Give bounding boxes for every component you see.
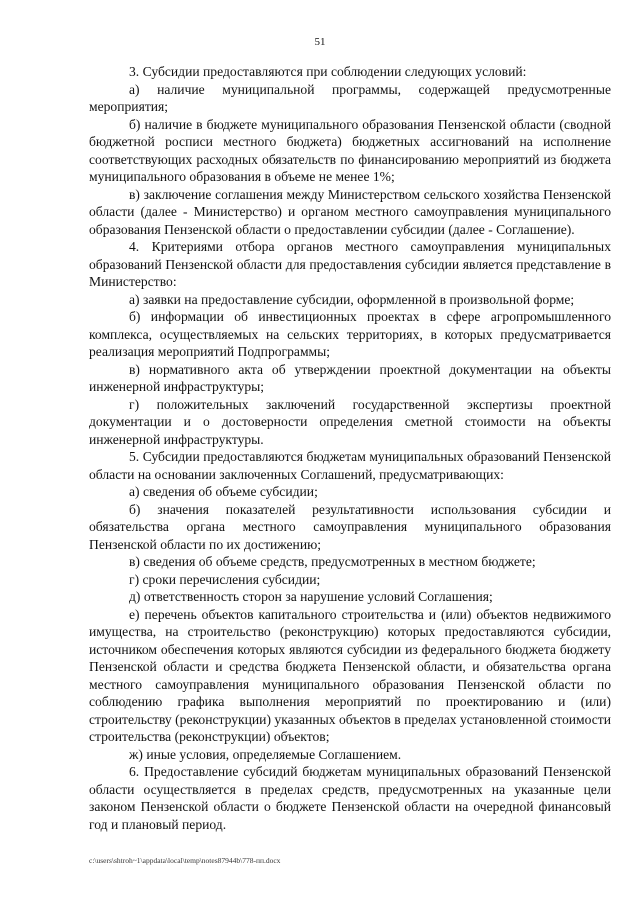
paragraph-4b: б) информации об инвестиционных проектах в сфере агропромышленного комплекса, осуществляемых на сельских территориях, в которых предусматривается реализация мероприятий Подпрограммы; (89, 309, 611, 359)
paragraph-5c: в) сведения об объеме средств, предусмотренных в местном бюджете; (129, 554, 536, 569)
paragraph-5e: д) ответственность сторон за нарушение условий Соглашения; (129, 589, 493, 604)
document-body (89, 63, 611, 833)
paragraph-4d: г) положительных заключений государственной экспертизы проектной документации и о достоверности определения сметной стоимости на объекты инженерной инфраструктуры. (89, 396, 611, 447)
paragraph-5: 5. Субсидии предоставляются бюджетам муниципальных образований Пензенской области на основании заключенных Соглашений, предусматривающих: (89, 449, 611, 482)
paragraph-5f: е) перечень объектов капитального строительства и (или) объектов недвижимого имущества, на строительство (реконструкцию) которых предоставляются субсидии, источником обеспечения которых являются субсидии из федерального бюджета бюджету Пензенской области и средства бюджета Пензенской области, и обязательства органа местного самоуправления муниципального образования Пензенской области по соблюдению графика выполнения мероприятий по проектированию и (или) строительству (реконструкции) указанных объектов в пределах установленной стоимости строительства (реконструкции) объектов; (89, 606, 611, 744)
paragraph-5a: а) сведения об объеме субсидии; (129, 484, 318, 499)
paragraph-5g: ж) иные условия, определяемые Соглашением. (129, 746, 402, 762)
footer-file-path: c:\users\shtroh~1\appdata\local\temp\notes87944b\778-пп.docx (89, 856, 281, 865)
paragraph-3a: а) наличие муниципальной программы, содержащей предусмотренные мероприятия; (89, 81, 611, 114)
paragraph-4: 4. Критериями отбора органов местного самоуправления муниципальных образований Пензенской области для предоставления субсидии является представление в Министерство: (89, 239, 611, 289)
paragraph-4a: а) заявки на предоставление субсидии, оформленной в произвольной форме; (129, 291, 575, 307)
paragraph-6: 6. Предоставление субсидий бюджетам муниципальных образований Пензенской области осуществляется в пределах средств, предусмотренных на указанные цели законом Пензенской области о бюджете Пензенской области на очередной финансовый год и плановый период. (89, 764, 611, 832)
paragraph-5d: г) сроки перечисления субсидии; (129, 571, 321, 587)
paragraph-3c: в) заключение соглашения между Министерством сельского хозяйства Пензенской области (далее - Министерство) и органом местного самоуправления муниципального образования Пензенской области о предоставлении субсидии (далее - Соглашение). (89, 186, 611, 237)
paragraph-5b: б) значения показателей результативности использования субсидии и обязательства органа местного самоуправления муниципального образования Пензенской области по их достижению; (89, 501, 611, 552)
paragraph-4c: в) нормативного акта об утверждении проектной документации на объекты инженерной инфраструктуры; (89, 361, 611, 394)
paragraph-3: 3. Субсидии предоставляются при соблюдении следующих условий: (129, 64, 527, 79)
paragraph-3b: б) наличие в бюджете муниципального образования Пензенской области (сводной бюджетной росписи местного бюджета) бюджетных ассигнований на исполнение соответствующих расходных обязательств по финансированию мероприятий из бюджета муниципального образования в объеме не менее 1%; (89, 116, 611, 184)
page-number: 51 (314, 36, 326, 48)
